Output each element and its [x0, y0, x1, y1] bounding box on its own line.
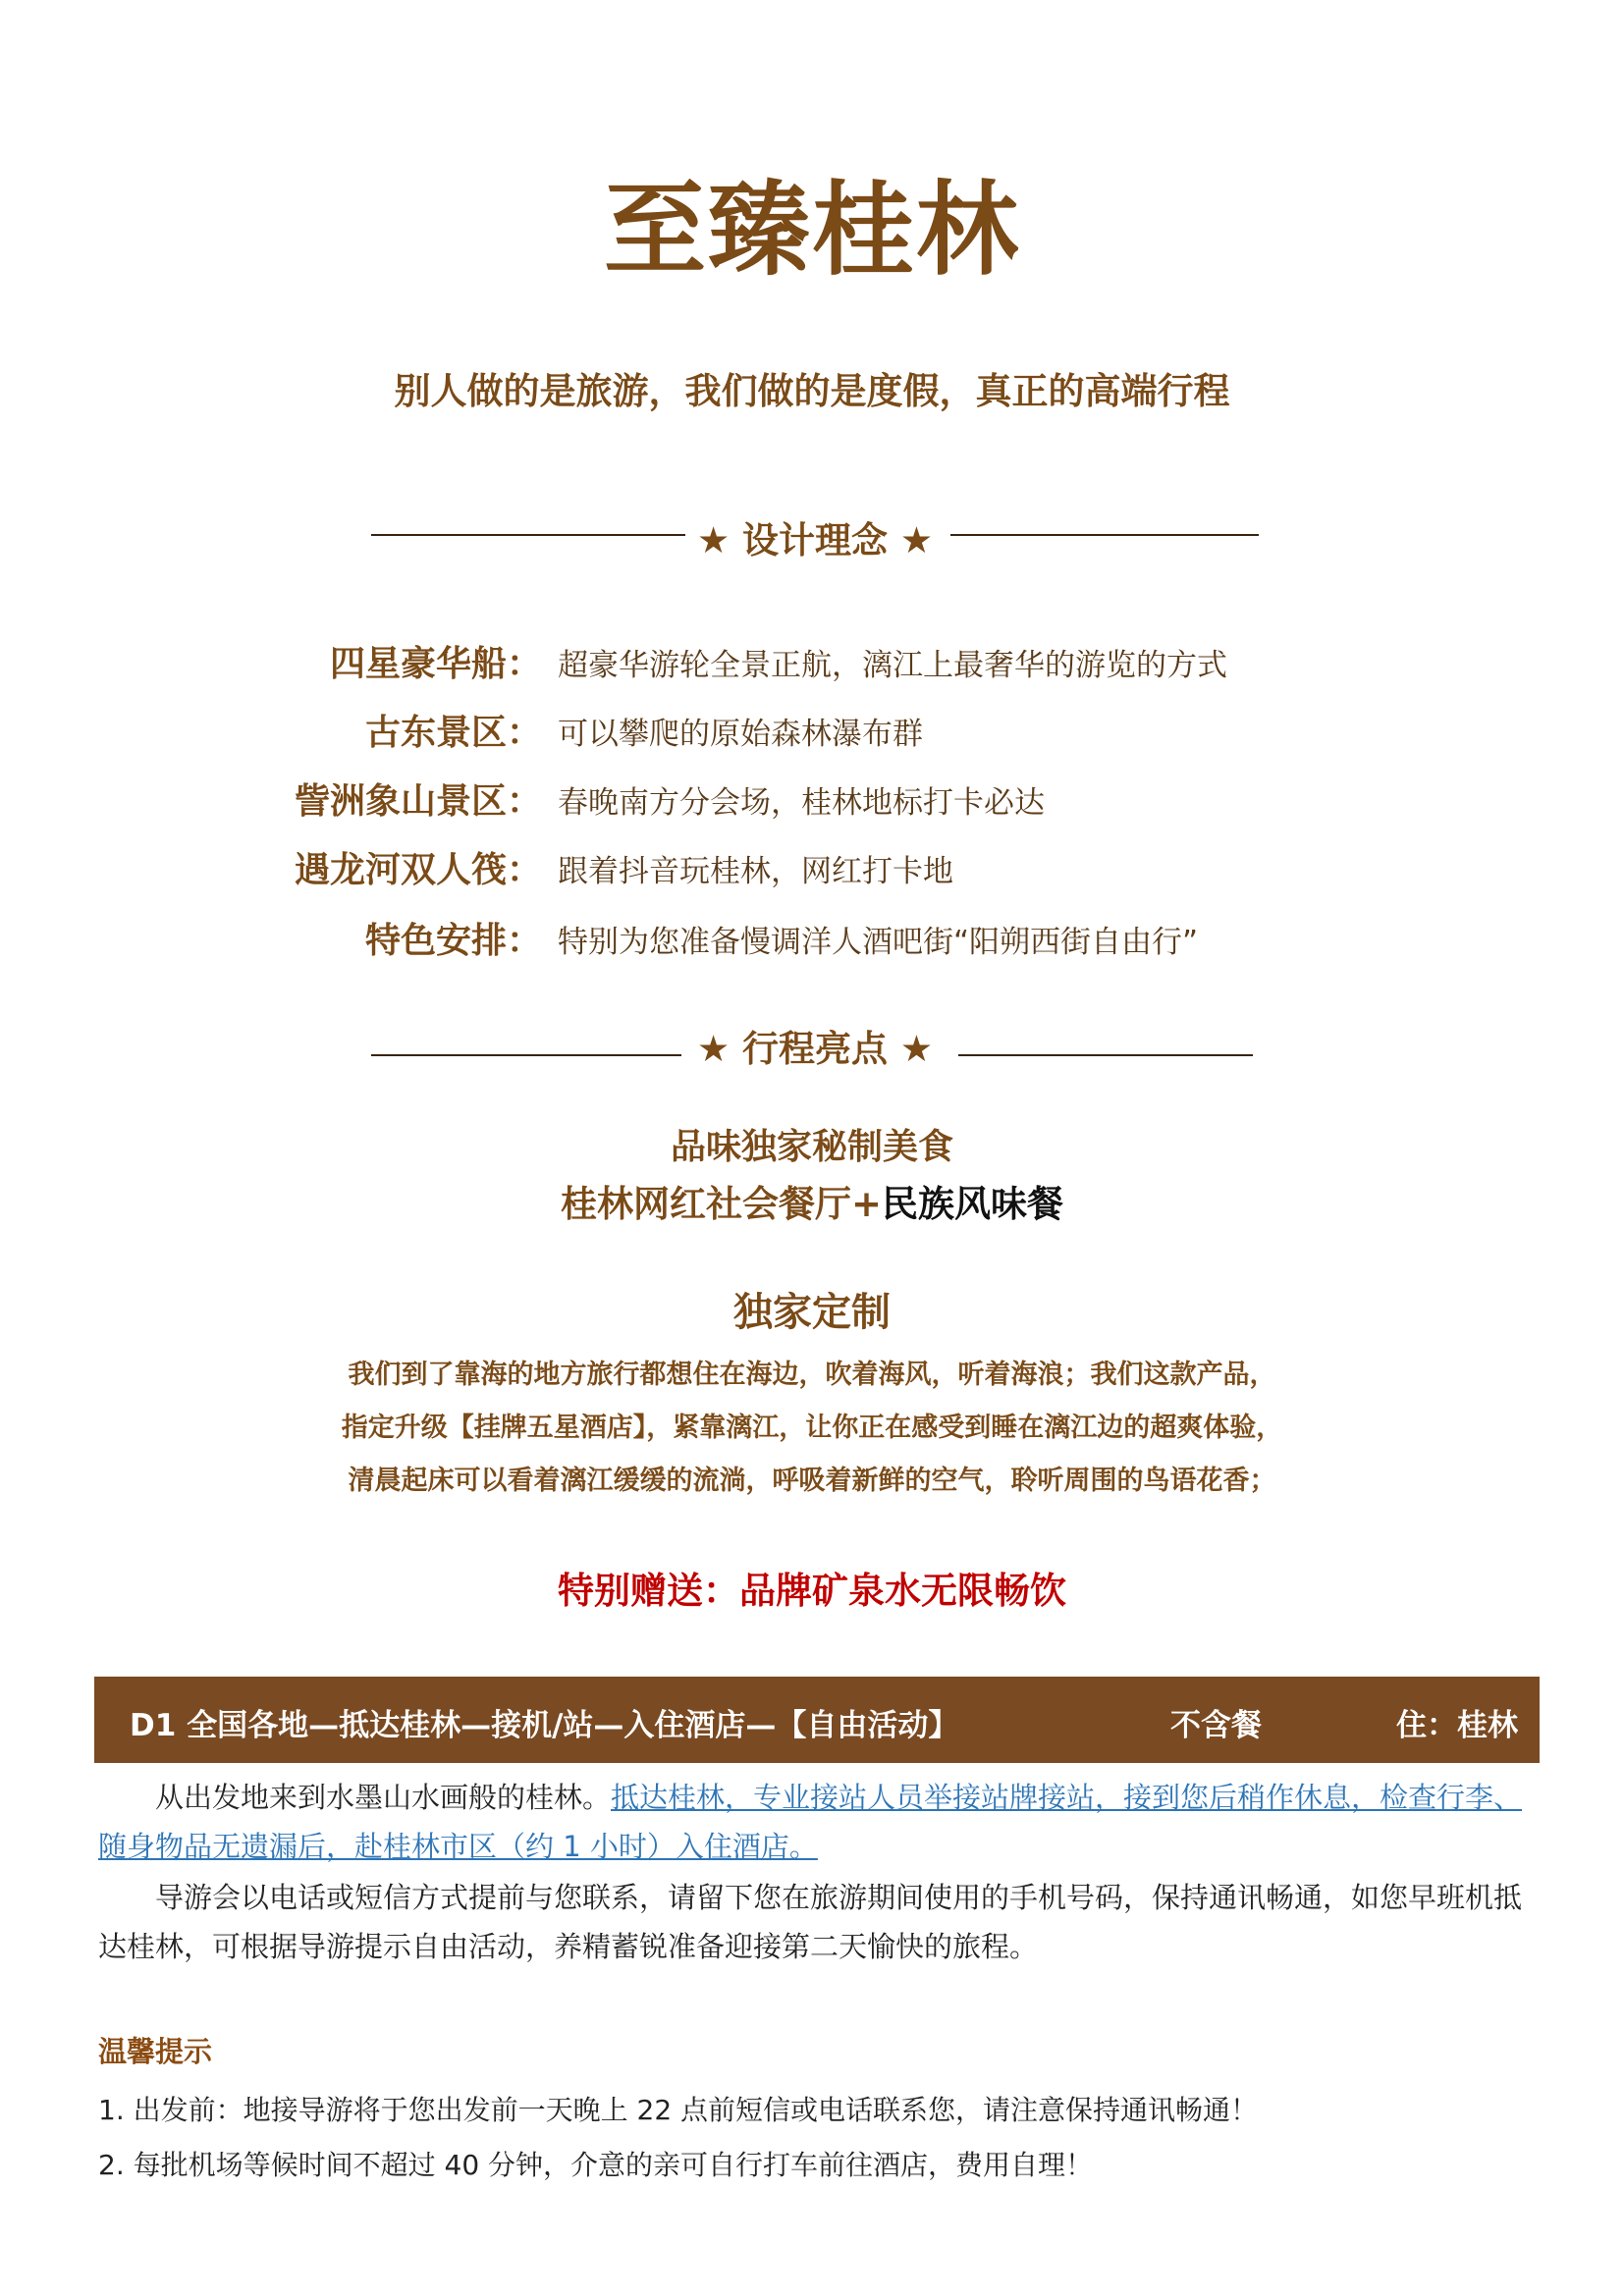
- exclusive-line: 清晨起床可以看着漓江缓缓的流淌，呼吸着新鲜的空气，聆听周围的鸟语花香；: [348, 1466, 1276, 1496]
- day1-route: D1 全国各地—抵达桂林—接机/站—入住酒店—【自由活动】: [130, 1708, 959, 1743]
- feature-desc: 超豪华游轮全景正航，漓江上最奢华的游览的方式: [558, 648, 1227, 683]
- exclusive-line: 指定升级【挂牌五星酒店】，紧靠漓江，让你正在感受到睡在漓江边的超爽体验，: [341, 1413, 1283, 1443]
- food-highlight-line2: [0, 1174, 1624, 1227]
- feature-name: 古东景区：: [364, 713, 542, 753]
- feature-desc: 可以攀爬的原始森林瀑布群: [558, 717, 923, 752]
- slogan: 别人做的是旅游，我们做的是度假，真正的高端行程: [394, 370, 1230, 412]
- tip-item: 2. 每批机场等候时间不超过 40 分钟，介意的亲可自行打车前往酒店，费用自理！: [98, 2149, 1094, 2181]
- food-highlight-part-b: 民族风味餐: [882, 1183, 1063, 1225]
- day1-meals: 不含餐: [1170, 1708, 1262, 1743]
- highlights-section-heading: [371, 1017, 1259, 1070]
- feature-name: 特色安排：: [364, 921, 542, 961]
- feature-name: 四星豪华船：: [329, 644, 542, 684]
- feature-desc: 特别为您准备慢调洋人酒吧街“阳朔西街自由行”: [558, 925, 1199, 960]
- highlights-heading-label: ★ 行程亮点 ★: [696, 1028, 934, 1070]
- day1-stay: 住：桂林: [1396, 1708, 1518, 1743]
- design-heading-label: ★ 设计理念 ★: [696, 519, 934, 561]
- feature-desc: 春晚南方分会场，桂林地标打卡必达: [558, 785, 1045, 821]
- exclusive-title: 独家定制: [733, 1290, 891, 1335]
- special-gift: 特别赠送：品牌矿泉水无限畅饮: [558, 1570, 1066, 1612]
- feature-desc: 跟着抖音玩桂林，网红打卡地: [558, 854, 953, 889]
- tips-title: 温馨提示: [98, 2035, 213, 2068]
- day1-intro: 从出发地来到水墨山水画般的桂林。: [155, 1781, 612, 1814]
- day1-arrival-link[interactable]: 抵达桂林，专业接站人员举接站牌接站，接到您后稍作休息，检查行李、随身物品无遗漏后，赴桂林市区（约 1 小时）入住酒店。: [98, 1781, 1523, 1863]
- food-highlight-part-a: 桂林网红社会餐厅+: [560, 1183, 882, 1225]
- feature-name: 遇龙河双人筏：: [294, 850, 542, 890]
- feature-name: 訾洲象山景区：: [294, 781, 542, 822]
- design-section-heading: [371, 508, 1259, 561]
- page-title: 至臻桂林: [603, 170, 1020, 290]
- day1-paragraph-1: [98, 1773, 1542, 1871]
- day1-header-band: [94, 1677, 1540, 1763]
- day1-paragraph-2: 导游会以电话或短信方式提前与您联系，请留下您在旅游期间使用的手机号码，保持通讯畅通，如您早班机抵达桂林，可根据导游提示自由活动，养精蓄锐准备迎接第二天愉快的旅程。: [98, 1881, 1523, 1963]
- tip-item: 1. 出发前：地接导游将于您出发前一天晚上 22 点前短信或电话联系您，请注意保持通讯畅通！: [98, 2094, 1259, 2126]
- exclusive-line: 我们到了靠海的地方旅行都想住在海边，吹着海风，听着海浪；我们这款产品，: [348, 1360, 1276, 1390]
- food-highlight-line1: 品味独家秘制美食: [670, 1127, 953, 1167]
